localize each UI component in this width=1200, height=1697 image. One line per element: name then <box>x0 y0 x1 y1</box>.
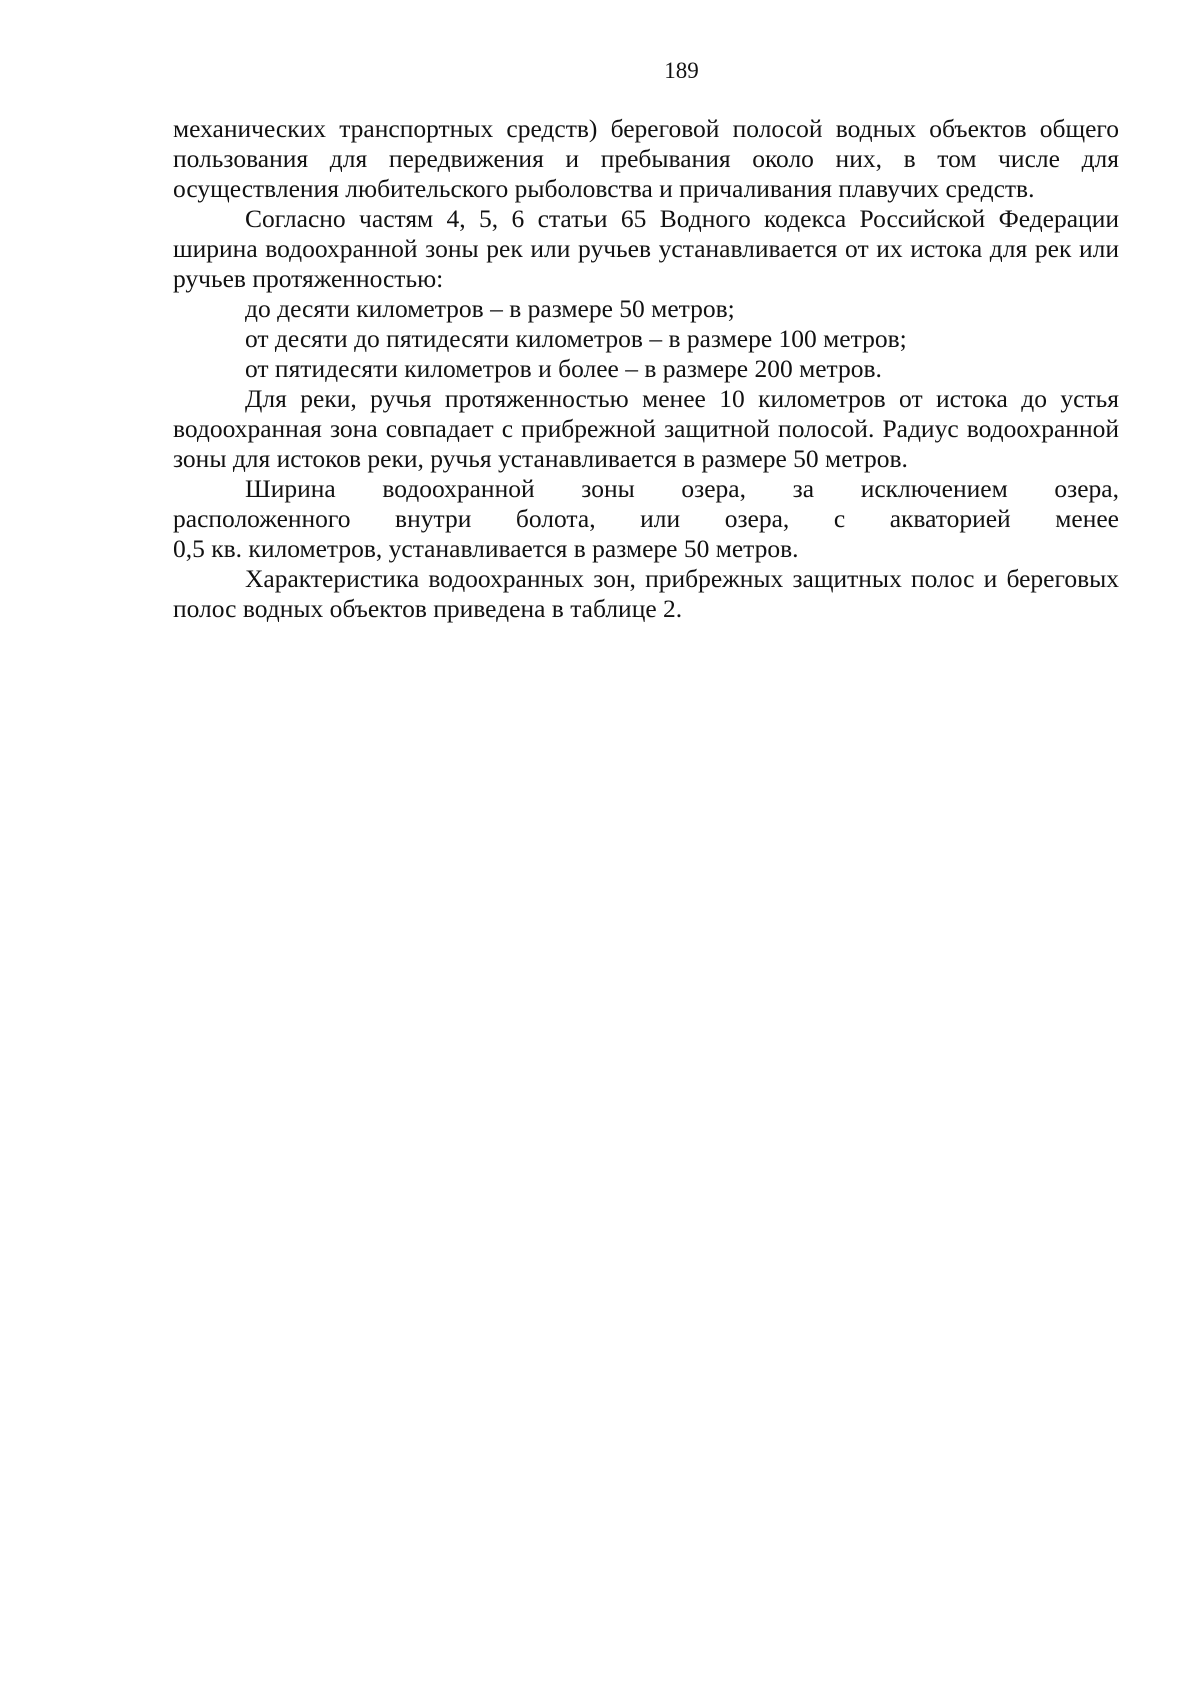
document-body <box>173 114 1119 624</box>
list-item-up-to-ten-km: до десяти километров – в размере 50 метров; <box>245 294 735 323</box>
paragraph-water-code: Согласно частям 4, 5, 6 статьи 65 Водного кодекса Российской Федерации ширина водоохранной зоны рек или ручьев устанавливается от их истока для рек или ручьев протяженностью: <box>173 204 1119 293</box>
paragraph-lake-width <box>173 474 1119 564</box>
paragraph-table-reference: Характеристика водоохранных зон, прибрежных защитных полос и береговых полос водных объектов приведена в таблице 2. <box>173 564 1119 623</box>
paragraph-short-rivers: Для реки, ручья протяженностью менее 10 километров от истока до устья водоохранная зона совпадает с прибрежной защитной полосой. Радиус водоохранной зоны для истоков реки, ручья устанавливается в размере 50 метров. <box>173 384 1119 473</box>
paragraph-line: 0,5 кв. километров, устанавливается в размере 50 метров. <box>173 534 799 563</box>
list-item-ten-to-fifty-km: от десяти до пятидесяти километров – в размере 100 метров; <box>245 324 907 353</box>
paragraph-line: Ширина водоохранной зоны озера, за исключением озера, <box>245 474 1119 503</box>
paragraph-shore-strip: механических транспортных средств) береговой полосой водных объектов общего пользования для передвижения и пребывания около них, в том числе для осуществления любительского рыболовства и причаливания плавучих средств. <box>173 114 1119 203</box>
paragraph-line: расположенного внутри болота, или озера, с акваторией менее <box>173 504 1119 533</box>
page-number: 189 <box>664 58 699 83</box>
list-item-fifty-km-and-more: от пятидесяти километров и более – в размере 200 метров. <box>245 354 882 383</box>
